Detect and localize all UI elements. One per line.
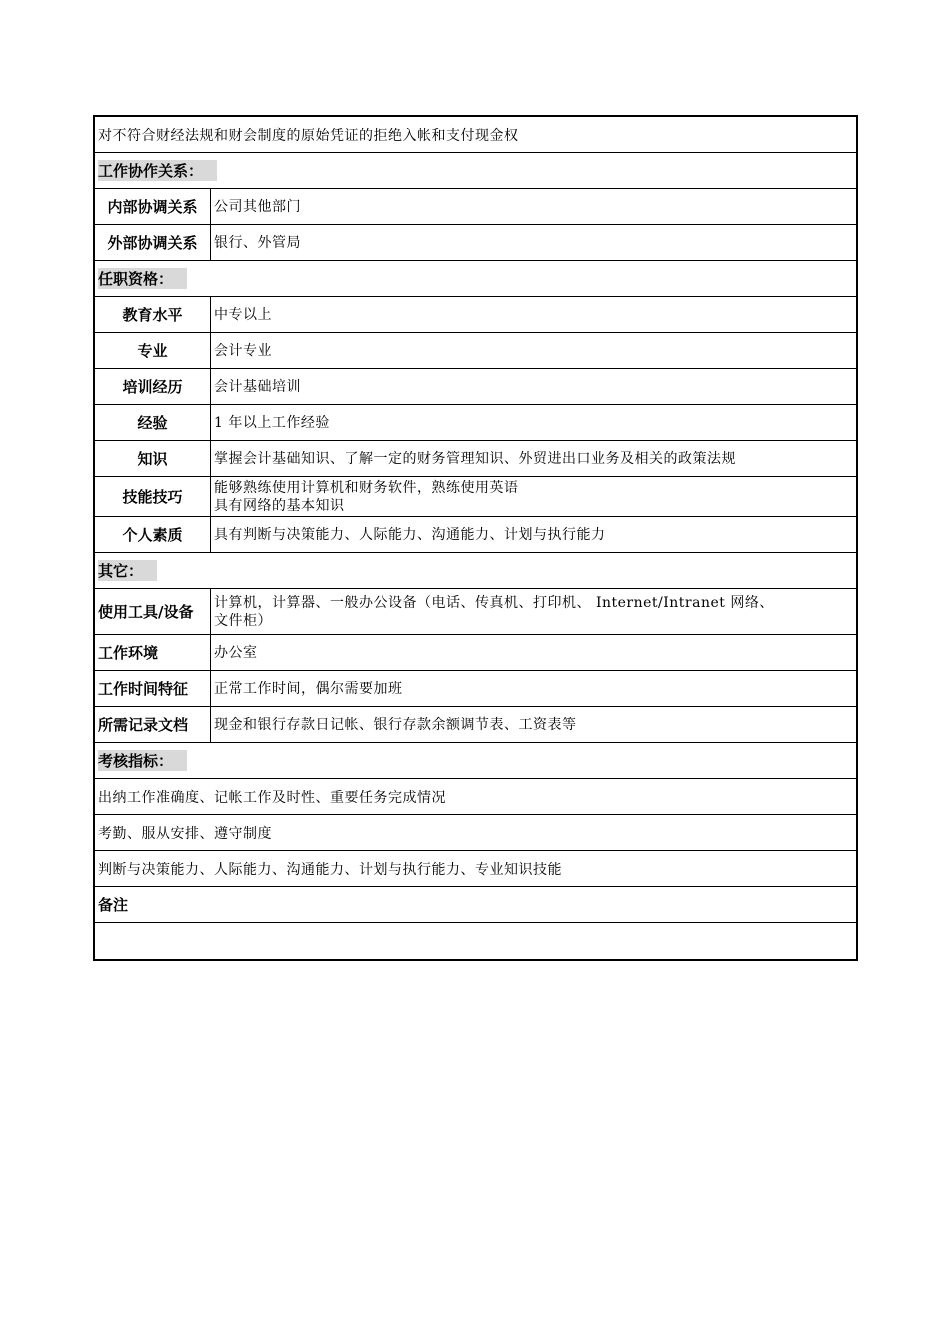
section-title-other: 其它： bbox=[98, 560, 157, 581]
section-title-cooperation: 工作协作关系： bbox=[98, 160, 217, 181]
section-cooperation bbox=[95, 153, 856, 189]
assessment-item bbox=[95, 815, 856, 851]
field-value-line: 能够熟练使用计算机和财务软件，熟练使用英语 bbox=[214, 480, 519, 496]
row-environment bbox=[95, 635, 856, 671]
field-value: 公司其他部门 bbox=[214, 198, 301, 215]
field-value: 现金和银行存款日记帐、银行存款余额调节表、工资表等 bbox=[214, 716, 577, 733]
row-external-coordination bbox=[95, 225, 856, 261]
field-value-line: 文件柜） bbox=[214, 612, 272, 629]
field-label: 工作时间特征 bbox=[95, 671, 211, 706]
field-value: 银行、外管局 bbox=[214, 234, 301, 251]
field-label: 知识 bbox=[95, 441, 211, 476]
authority-row bbox=[95, 117, 856, 153]
row-experience bbox=[95, 405, 856, 441]
field-label: 专业 bbox=[95, 333, 211, 368]
field-label: 培训经历 bbox=[95, 369, 211, 404]
assessment-item bbox=[95, 779, 856, 815]
field-label: 所需记录文档 bbox=[95, 707, 211, 742]
authority-text: 对不符合财经法规和财会制度的原始凭证的拒绝入帐和支付现金权 bbox=[98, 127, 519, 144]
field-value: 掌握会计基础知识、了解一定的财务管理知识、外贸进出口业务及相关的政策法规 bbox=[214, 450, 736, 467]
row-personal-quality bbox=[95, 517, 856, 553]
row-education bbox=[95, 297, 856, 333]
field-value: 会计专业 bbox=[214, 342, 272, 359]
assessment-item bbox=[95, 851, 856, 887]
row-knowledge bbox=[95, 441, 856, 477]
section-title-qualifications: 任职资格： bbox=[98, 268, 187, 289]
field-value: 中专以上 bbox=[214, 306, 272, 323]
section-qualifications bbox=[95, 261, 856, 297]
field-value: 1 年以上工作经验 bbox=[214, 414, 330, 431]
field-value: 办公室 bbox=[214, 644, 258, 661]
field-label: 经验 bbox=[95, 405, 211, 440]
field-value-line: 具有网络的基本知识 bbox=[214, 498, 345, 514]
job-description-table bbox=[93, 115, 858, 961]
row-work-hours bbox=[95, 671, 856, 707]
field-label: 技能技巧 bbox=[95, 477, 211, 516]
section-title-remarks: 备注 bbox=[98, 896, 129, 914]
section-remarks bbox=[95, 887, 856, 923]
field-value: 正常工作时间，偶尔需要加班 bbox=[214, 680, 403, 697]
field-label: 工作环境 bbox=[95, 635, 211, 670]
row-major bbox=[95, 333, 856, 369]
remarks-row bbox=[95, 923, 856, 959]
row-records bbox=[95, 707, 856, 743]
assessment-text: 出纳工作准确度、记帐工作及时性、重要任务完成情况 bbox=[98, 789, 446, 806]
field-value-line: 计算机，计算器、一般办公设备（电话、传真机、打印机、 Internet/Intranet 网络、 bbox=[214, 594, 774, 611]
row-tools bbox=[95, 589, 856, 635]
row-skills bbox=[95, 477, 856, 517]
assessment-text: 判断与决策能力、人际能力、沟通能力、计划与执行能力、专业知识技能 bbox=[98, 861, 562, 878]
section-title-assessment: 考核指标： bbox=[98, 750, 187, 771]
field-value: 具有判断与决策能力、人际能力、沟通能力、计划与执行能力 bbox=[214, 526, 606, 543]
field-label: 内部协调关系 bbox=[95, 189, 211, 224]
field-label: 教育水平 bbox=[95, 297, 211, 332]
remarks-value bbox=[95, 923, 856, 959]
field-label: 外部协调关系 bbox=[95, 225, 211, 260]
section-other bbox=[95, 553, 856, 589]
field-label: 使用工具/设备 bbox=[95, 589, 211, 634]
field-value: 会计基础培训 bbox=[214, 378, 301, 395]
row-training bbox=[95, 369, 856, 405]
section-assessment bbox=[95, 743, 856, 779]
field-label: 个人素质 bbox=[95, 517, 211, 552]
assessment-text: 考勤、服从安排、遵守制度 bbox=[98, 825, 272, 842]
row-internal-coordination bbox=[95, 189, 856, 225]
